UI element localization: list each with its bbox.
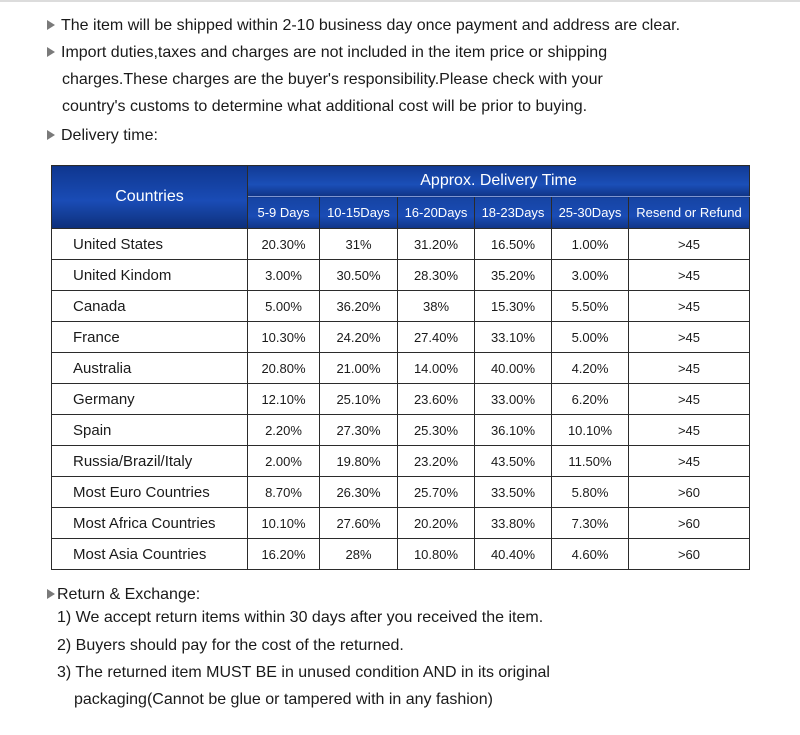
intro-bullet-1-text: The item will be shipped within 2-10 business day once payment and address are clear.: [61, 17, 681, 34]
value-cell: 1.00%: [552, 229, 629, 260]
approx-delivery-header: Approx. Delivery Time: [248, 166, 750, 197]
country-cell: Most Euro Countries: [52, 477, 248, 508]
value-cell: 26.30%: [320, 477, 398, 508]
column-header: 10-15Days: [320, 197, 398, 229]
value-cell: 19.80%: [320, 446, 398, 477]
value-cell: 10.10%: [552, 415, 629, 446]
value-cell: 30.50%: [320, 260, 398, 291]
value-cell: >45: [629, 291, 750, 322]
value-cell: 35.20%: [475, 260, 552, 291]
triangle-bullet-icon: [47, 47, 55, 57]
returns-item-3-line-2: packaging(Cannot be glue or tampered with in any fashion): [74, 691, 493, 708]
table-row: [52, 477, 750, 508]
table-row: [52, 260, 750, 291]
value-cell: 33.80%: [475, 508, 552, 539]
countries-header: Countries: [52, 166, 248, 229]
table-row: [52, 446, 750, 477]
value-cell: >45: [629, 446, 750, 477]
table-row: [52, 539, 750, 570]
value-cell: 3.00%: [248, 260, 320, 291]
value-cell: 40.40%: [475, 539, 552, 570]
value-cell: 21.00%: [320, 353, 398, 384]
value-cell: 10.10%: [248, 508, 320, 539]
value-cell: 33.00%: [475, 384, 552, 415]
value-cell: 27.40%: [398, 322, 475, 353]
value-cell: >45: [629, 260, 750, 291]
returns-title: [47, 585, 200, 605]
intro-bullet-1: [47, 16, 680, 36]
value-cell: 36.10%: [475, 415, 552, 446]
value-cell: 12.10%: [248, 384, 320, 415]
triangle-bullet-icon: [47, 130, 55, 140]
value-cell: 5.50%: [552, 291, 629, 322]
value-cell: 5.00%: [248, 291, 320, 322]
value-cell: 20.20%: [398, 508, 475, 539]
table-body: [52, 229, 750, 570]
value-cell: >60: [629, 477, 750, 508]
value-cell: 33.50%: [475, 477, 552, 508]
country-cell: United Kindom: [52, 260, 248, 291]
value-cell: 7.30%: [552, 508, 629, 539]
intro-bullet-2-line-1: Import duties,taxes and charges are not included in the item price or shipping: [61, 44, 608, 61]
table-row: [52, 508, 750, 539]
value-cell: 25.10%: [320, 384, 398, 415]
value-cell: 36.20%: [320, 291, 398, 322]
value-cell: 16.20%: [248, 539, 320, 570]
value-cell: 20.80%: [248, 353, 320, 384]
intro-bullet-2-line-3: country's customs to determine what additional cost will be prior to buying.: [62, 98, 588, 115]
intro-bullet-2-line-2: charges.These charges are the buyer's responsibility.Please check with your: [62, 71, 603, 88]
triangle-bullet-icon: [47, 589, 55, 599]
country-cell: Most Africa Countries: [52, 508, 248, 539]
value-cell: 4.20%: [552, 353, 629, 384]
value-cell: 20.30%: [248, 229, 320, 260]
value-cell: 3.00%: [552, 260, 629, 291]
value-cell: 8.70%: [248, 477, 320, 508]
returns-item-2: 2) Buyers should pay for the cost of the returned.: [57, 637, 404, 654]
table-row: [52, 229, 750, 260]
column-header: 5-9 Days: [248, 197, 320, 229]
value-cell: 16.50%: [475, 229, 552, 260]
value-cell: >45: [629, 353, 750, 384]
value-cell: 14.00%: [398, 353, 475, 384]
value-cell: 24.20%: [320, 322, 398, 353]
column-header: 16-20Days: [398, 197, 475, 229]
value-cell: 15.30%: [475, 291, 552, 322]
value-cell: >45: [629, 322, 750, 353]
country-cell: Most Asia Countries: [52, 539, 248, 570]
value-cell: 2.00%: [248, 446, 320, 477]
value-cell: 38%: [398, 291, 475, 322]
value-cell: >60: [629, 508, 750, 539]
value-cell: 27.60%: [320, 508, 398, 539]
value-cell: 10.30%: [248, 322, 320, 353]
intro-bullet-2: [47, 43, 607, 63]
value-cell: 28.30%: [398, 260, 475, 291]
value-cell: >45: [629, 229, 750, 260]
value-cell: 2.20%: [248, 415, 320, 446]
column-header: 25-30Days: [552, 197, 629, 229]
country-cell: Germany: [52, 384, 248, 415]
value-cell: 31.20%: [398, 229, 475, 260]
returns-title-text: Return & Exchange:: [57, 586, 201, 603]
value-cell: 4.60%: [552, 539, 629, 570]
column-header: 18-23Days: [475, 197, 552, 229]
value-cell: 25.70%: [398, 477, 475, 508]
value-cell: 23.20%: [398, 446, 475, 477]
value-cell: >45: [629, 384, 750, 415]
country-cell: Australia: [52, 353, 248, 384]
value-cell: 25.30%: [398, 415, 475, 446]
country-cell: France: [52, 322, 248, 353]
delivery-time-table: [51, 165, 750, 570]
delivery-time-label: Delivery time:: [61, 127, 158, 144]
triangle-bullet-icon: [47, 20, 55, 30]
value-cell: 40.00%: [475, 353, 552, 384]
value-cell: 5.00%: [552, 322, 629, 353]
top-divider: [0, 0, 800, 2]
value-cell: 6.20%: [552, 384, 629, 415]
table-row: [52, 322, 750, 353]
table-row: [52, 353, 750, 384]
value-cell: 23.60%: [398, 384, 475, 415]
value-cell: >60: [629, 539, 750, 570]
value-cell: >45: [629, 415, 750, 446]
value-cell: 11.50%: [552, 446, 629, 477]
value-cell: 10.80%: [398, 539, 475, 570]
table-row: [52, 384, 750, 415]
table-row: [52, 291, 750, 322]
country-cell: Canada: [52, 291, 248, 322]
value-cell: 43.50%: [475, 446, 552, 477]
country-cell: Spain: [52, 415, 248, 446]
country-cell: United States: [52, 229, 248, 260]
table-row: [52, 415, 750, 446]
value-cell: 33.10%: [475, 322, 552, 353]
value-cell: 5.80%: [552, 477, 629, 508]
value-cell: 31%: [320, 229, 398, 260]
country-cell: Russia/Brazil/Italy: [52, 446, 248, 477]
returns-item-3-line-1: 3) The returned item MUST BE in unused condition AND in its original: [57, 664, 550, 681]
column-header: Resend or Refund: [629, 197, 750, 229]
value-cell: 27.30%: [320, 415, 398, 446]
value-cell: 28%: [320, 539, 398, 570]
intro-bullet-3: [47, 126, 158, 146]
returns-item-1: 1) We accept return items within 30 days after you received the item.: [57, 609, 544, 626]
